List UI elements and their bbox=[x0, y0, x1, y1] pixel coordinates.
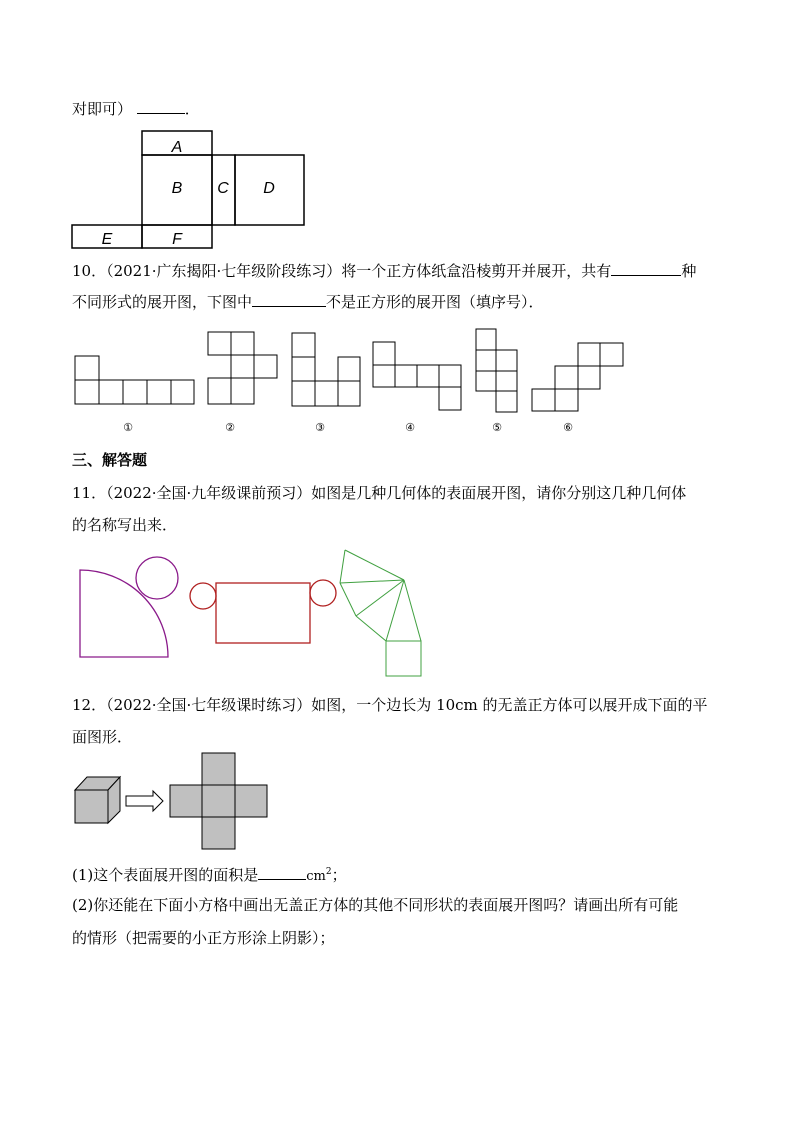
q10-text-a: 10．（2021·广东揭阳·七年级阶段练习）将一个正方体纸盒沿棱剪开并展开，共有 bbox=[72, 262, 612, 280]
q12-unit: cm bbox=[306, 869, 326, 884]
net-label-e: E bbox=[101, 231, 113, 248]
net-label-c: C bbox=[217, 180, 229, 197]
section-heading: 三、解答题 bbox=[72, 451, 148, 469]
net-label-5: ⑤ bbox=[492, 421, 502, 434]
q12-unit-sup: 2 bbox=[325, 867, 332, 877]
q11-line1: 11．（2022·全国·九年级课前预习）如图是几种几何体的表面展开图，请你分别这几种几何体 bbox=[72, 484, 687, 502]
q12-sub1-text: (1)这个表面展开图的面积是 bbox=[72, 866, 259, 884]
q12-sub2-line1: (2)你还能在下面小方格中画出无盖正方体的其他不同形状的表面展开图吗？请画出所有可能 bbox=[72, 896, 679, 914]
q12-area-blank[interactable] bbox=[258, 864, 306, 880]
q10-text-b: 种 bbox=[681, 262, 697, 280]
q9-period: ． bbox=[184, 100, 200, 118]
q12-sub2-line2: 的情形（把需要的小正方形涂上阴影）； bbox=[72, 929, 335, 947]
q12-line2: 面图形． bbox=[72, 728, 133, 746]
q10-text-c: 不同形式的展开图，下图中 bbox=[72, 293, 253, 311]
net-label-1: ① bbox=[123, 421, 133, 434]
q12-line1: 12．（2022·全国·七年级课时练习）如图，一个边长为 10cm 的无盖正方体可以展开成下面的平 bbox=[72, 696, 708, 714]
cross-net bbox=[170, 753, 267, 849]
q11-line2: 的名称写出来． bbox=[72, 516, 178, 534]
q12-sub1 bbox=[72, 861, 347, 888]
q10-text-d: 不是正方形的展开图（填序号）． bbox=[326, 293, 544, 311]
right-arrow-icon bbox=[126, 791, 163, 811]
net-label-2: ② bbox=[225, 421, 235, 434]
net-label-3: ③ bbox=[315, 421, 325, 434]
net-label-b: B bbox=[171, 180, 183, 197]
net-label-f: F bbox=[172, 231, 182, 248]
open-cube bbox=[75, 777, 120, 823]
q9-tail-text: 对即可） bbox=[72, 100, 133, 118]
net-label-a: A bbox=[171, 139, 183, 156]
q12-sub1-end: ； bbox=[331, 866, 347, 884]
net-label-d: D bbox=[263, 180, 275, 197]
net-label-4: ④ bbox=[405, 421, 415, 434]
net-label-6: ⑥ bbox=[563, 421, 573, 434]
